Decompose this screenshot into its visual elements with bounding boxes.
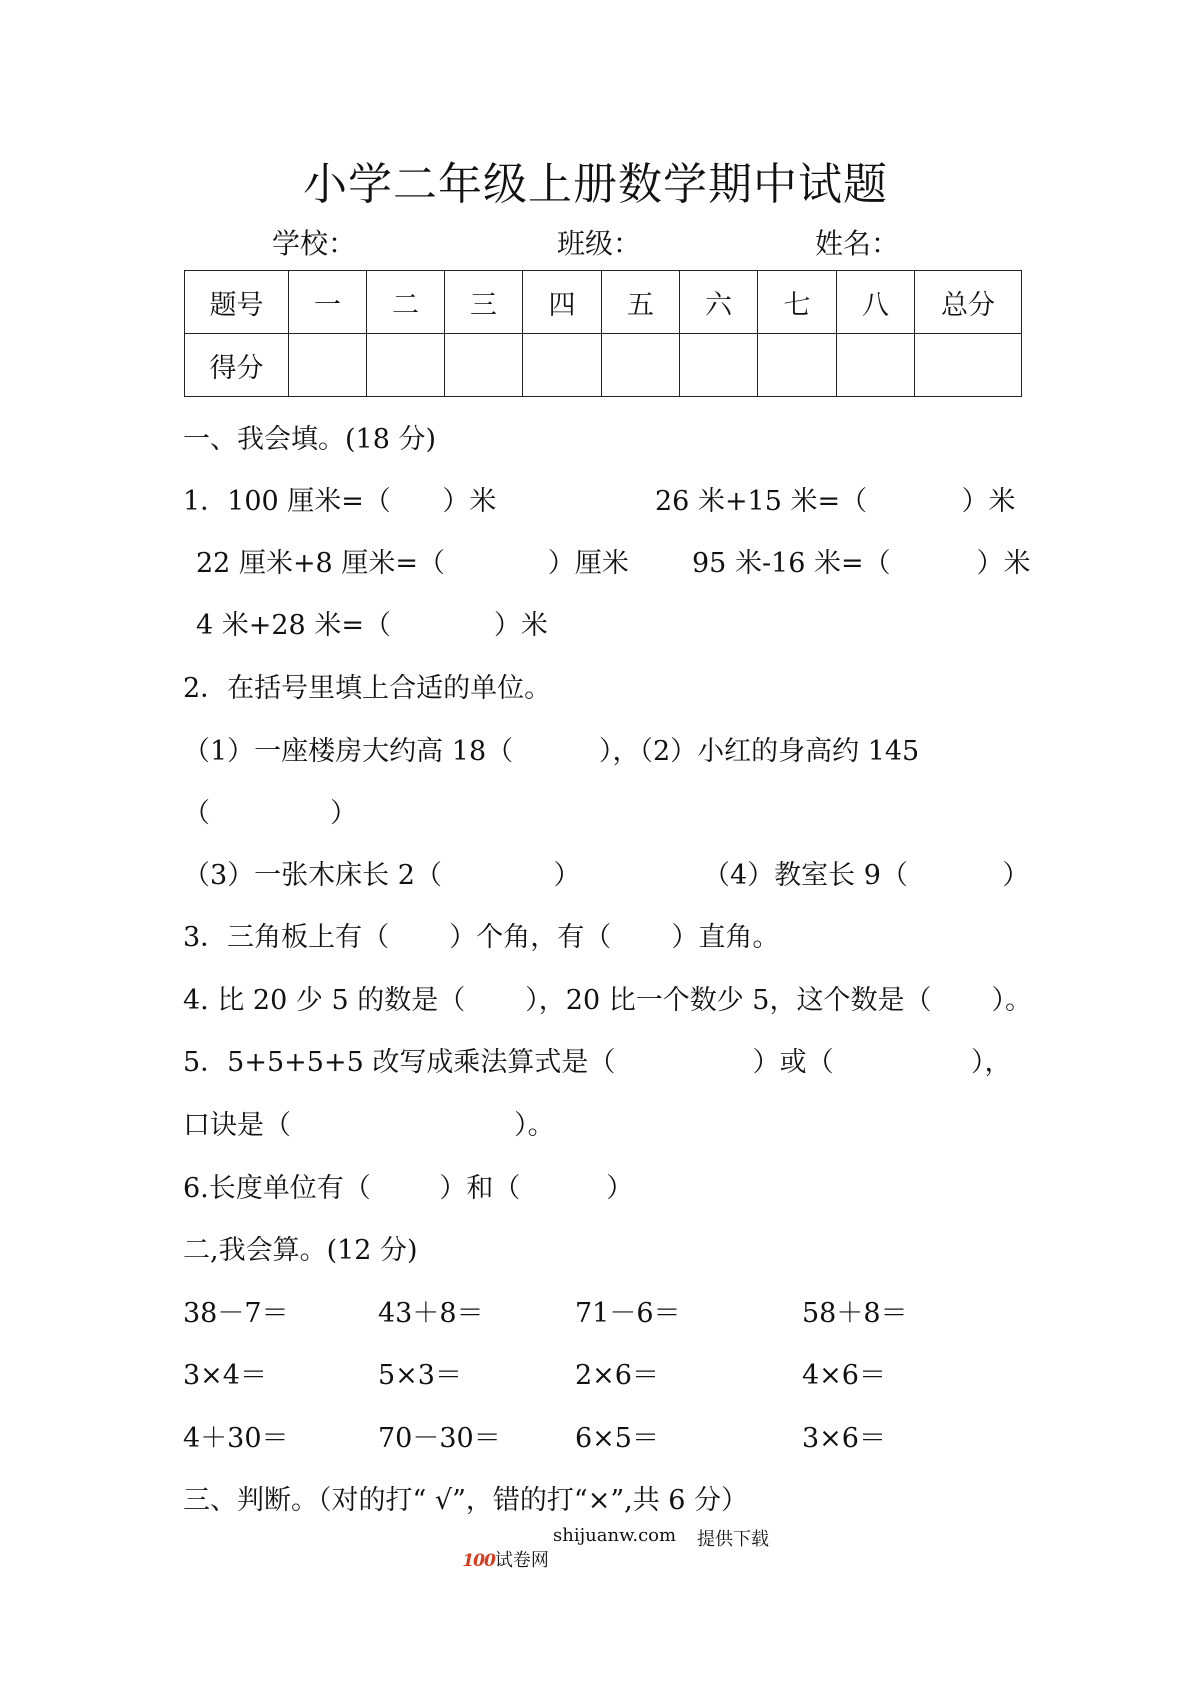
calc-item: 3×4＝	[183, 1360, 267, 1391]
q2-item-1: （1）一座楼房大约高 18（ ），（2）小红的身高约 145	[183, 736, 920, 767]
q1-item-a: 1．100 厘米=（ ）米	[183, 486, 497, 517]
logo-text: 试卷网	[494, 1550, 549, 1571]
q2-item-4: （4）教室长 9（ ）	[703, 860, 1030, 891]
calc-item: 43＋8＝	[378, 1298, 484, 1329]
header-cell: 六	[680, 271, 758, 334]
name-label: 姓名：	[815, 227, 900, 260]
q1-item-d: 95 米-16 米=（ ）米	[692, 548, 1031, 579]
q5-prompt: 5．5+5+5+5 改写成乘法算式是（ ）或（ ），	[183, 1047, 1012, 1078]
score-cell[interactable]	[602, 334, 680, 397]
score-cell[interactable]	[758, 334, 837, 397]
download-note: 提供下载	[697, 1529, 769, 1550]
header-cell: 八	[837, 271, 915, 334]
site-logo[interactable]	[428, 1525, 549, 1593]
score-cell[interactable]	[680, 334, 758, 397]
score-table	[184, 270, 1022, 397]
header-cell: 五	[602, 271, 680, 334]
header-cell: 三	[445, 271, 523, 334]
score-cell[interactable]	[367, 334, 445, 397]
q4-prompt: 4. 比 20 少 5 的数是（ ），20 比一个数少 5，这个数是（ ）。	[183, 985, 1033, 1016]
section1-heading: 一、我会填。(18 分)	[183, 424, 437, 455]
q1-item-c: 22 厘米+8 厘米=（ ）厘米	[196, 548, 629, 579]
calc-item: 5×3＝	[378, 1360, 462, 1391]
q2-item-3: （3）一张木床长 2（ ）	[183, 860, 581, 891]
header-cell: 总分	[915, 271, 1022, 334]
score-cell[interactable]	[915, 334, 1022, 397]
q6-prompt: 6.长度单位有（ ）和（ ）	[183, 1173, 634, 1204]
calc-item: 4×6＝	[802, 1360, 886, 1391]
page-title: 小学二年级上册数学期中试题	[303, 159, 888, 210]
q1-item-e: 4 米+28 米=（ ）米	[196, 610, 548, 641]
q2-prompt: 2．在括号里填上合适的单位。	[183, 673, 552, 704]
header-cell: 七	[758, 271, 837, 334]
score-cell[interactable]	[445, 334, 523, 397]
row-label-cell: 得分	[185, 334, 289, 397]
logo-number: 100	[462, 1551, 495, 1571]
q1-item-b: 26 米+15 米=（ ）米	[655, 486, 1016, 517]
calc-item: 2×6＝	[575, 1360, 659, 1391]
calc-item: 3×6＝	[802, 1423, 886, 1454]
section3-heading: 三、判断。（对的打“ √”，错的打“×”,共 6 分）	[183, 1485, 749, 1516]
score-table-score-row	[185, 334, 1022, 397]
calc-item: 70－30＝	[378, 1423, 501, 1454]
q3-prompt: 3．三角板上有（ ）个角，有（ ）直角。	[183, 922, 780, 953]
score-cell[interactable]	[523, 334, 602, 397]
q5-mnemonic: 口诀是（ ）。	[183, 1110, 555, 1141]
header-cell: 一	[289, 271, 367, 334]
school-label: 学校：	[272, 227, 357, 260]
header-cell: 题号	[185, 271, 289, 334]
score-cell[interactable]	[289, 334, 367, 397]
score-table-header-row	[185, 271, 1022, 334]
calc-item: 6×5＝	[575, 1423, 659, 1454]
site-link[interactable]: shijuanw.com	[553, 1525, 677, 1546]
calc-item: 4＋30＝	[183, 1423, 289, 1454]
calc-item: 58＋8＝	[802, 1298, 908, 1329]
header-cell: 二	[367, 271, 445, 334]
q2-item-1-cont: （ ）	[183, 798, 358, 829]
score-cell[interactable]	[837, 334, 915, 397]
class-label: 班级：	[557, 227, 642, 260]
header-cell: 四	[523, 271, 602, 334]
calc-item: 71－6＝	[575, 1298, 681, 1329]
section2-heading: 二,我会算。(12 分)	[183, 1235, 418, 1266]
calc-item: 38－7＝	[183, 1298, 289, 1329]
